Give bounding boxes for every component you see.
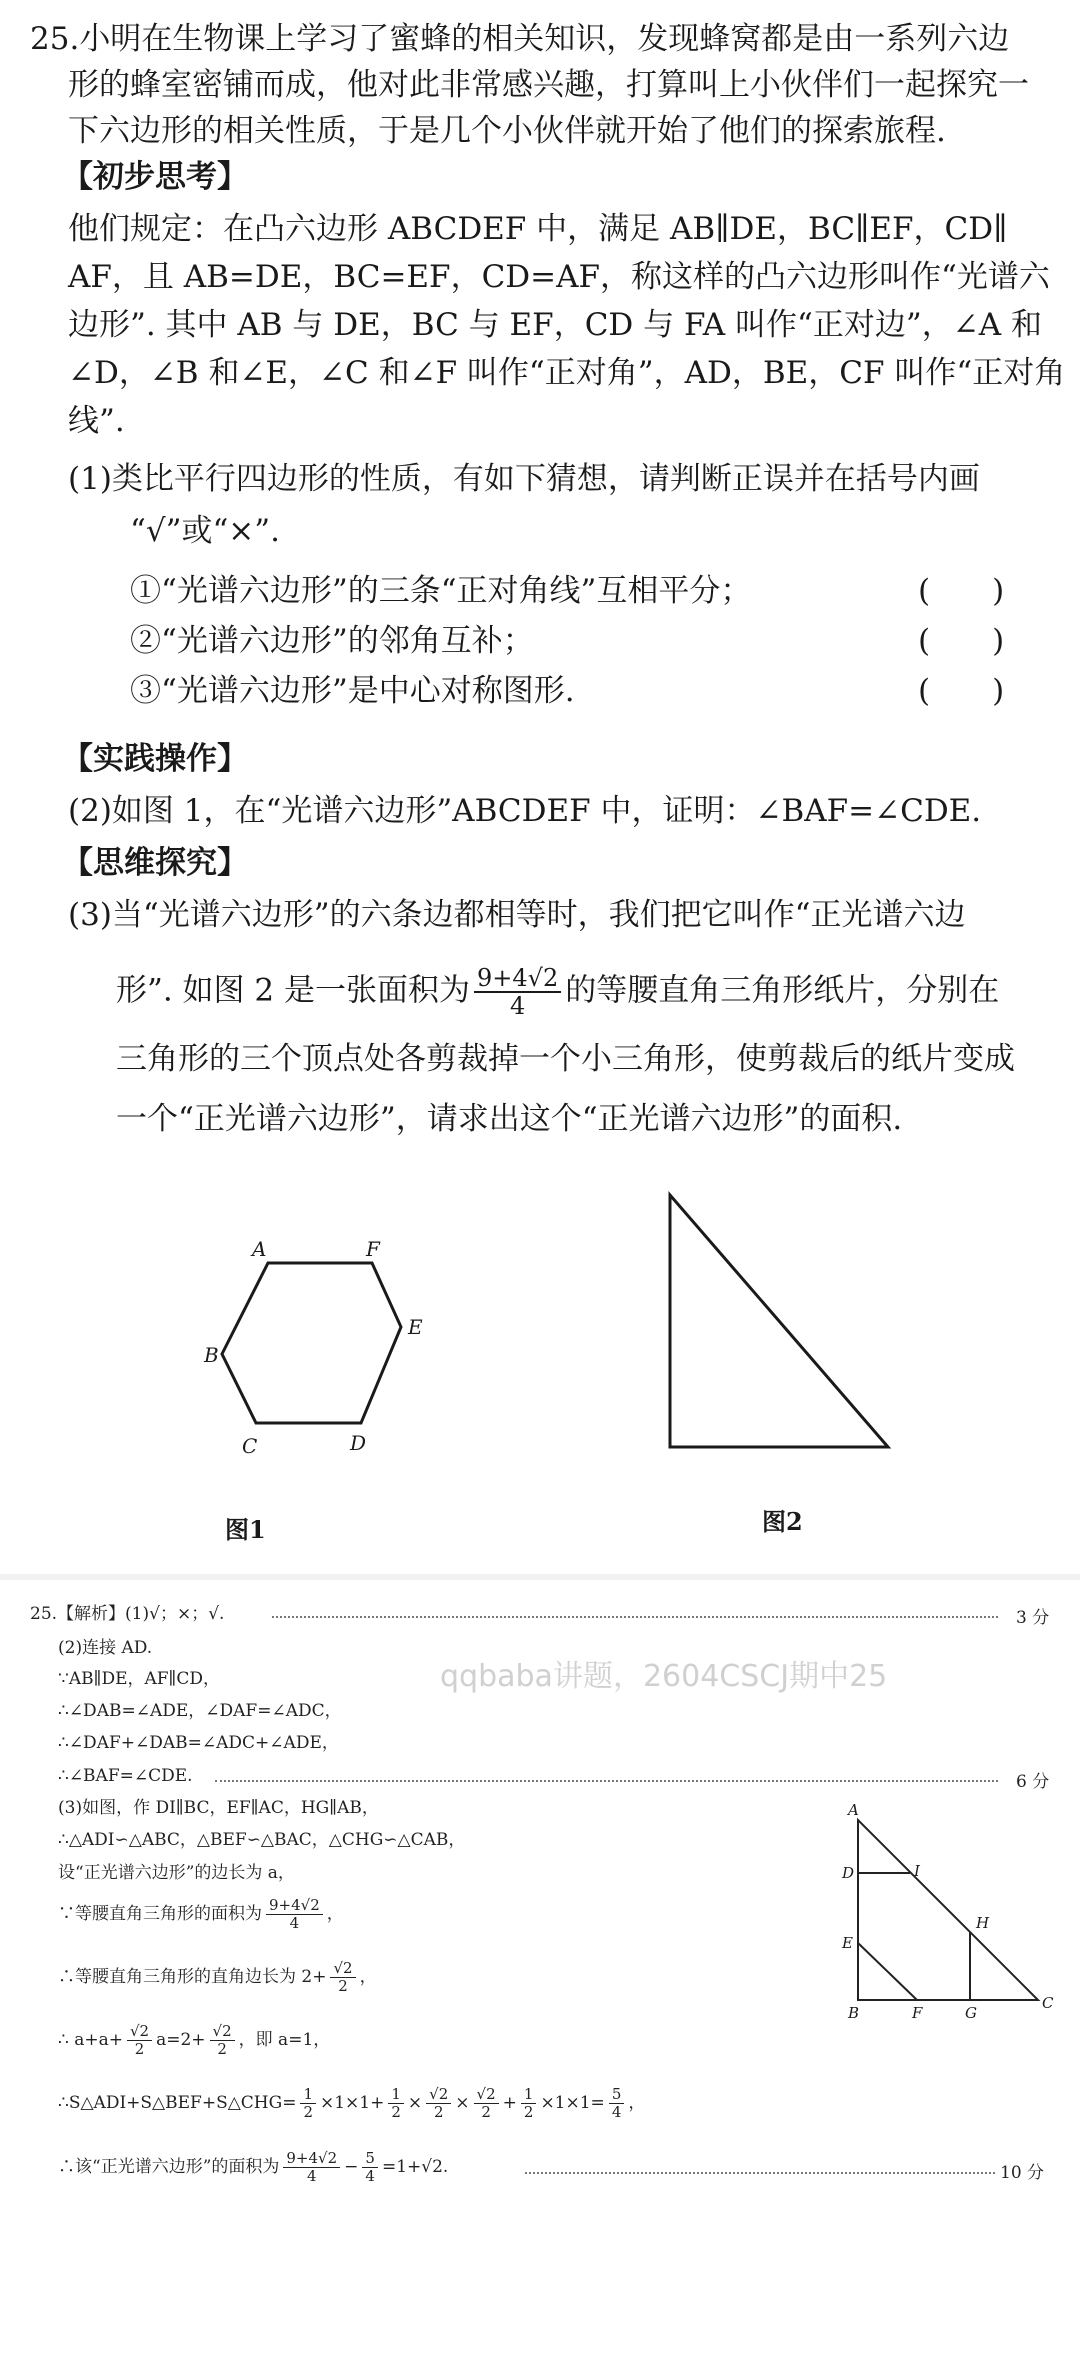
solution-2-line-3: ∴∠DAB=∠ADE，∠DAF=∠ADC， xyxy=(58,1701,342,1721)
dot-leader xyxy=(525,2172,995,2174)
score-6: 6 分 xyxy=(1016,1772,1050,1792)
sol-label-e: E xyxy=(842,1934,853,1952)
question-1-line-1: (1)类比平行四边形的性质，有如下猜想，请判断正误并在括号内画 xyxy=(68,461,980,497)
answer-parentheses-3: ( ) xyxy=(918,673,1005,709)
question-3-line-3: 三角形的三个顶点处各剪裁掉一个小三角形，使剪裁后的纸片变成 xyxy=(116,1041,1015,1077)
figure-1-caption: 图1 xyxy=(225,1515,266,1544)
question-1-item-2: ②“光谱六边形”的邻角互补； xyxy=(130,623,534,659)
area-fraction: $\frac{9+4√2}{4}$ xyxy=(474,965,561,1019)
sol-label-g: G xyxy=(965,2004,977,2022)
sol-label-b: B xyxy=(848,2004,860,2022)
answer-parentheses-2: ( ) xyxy=(918,623,1005,659)
vertex-label-c: C xyxy=(242,1434,258,1458)
definition-line-5: 线”. xyxy=(68,403,125,439)
definition-line-1: 他们规定：在凸六边形 ABCDEF 中，满足 AB∥DE，BC∥EF，CD∥ xyxy=(68,211,1008,247)
sol-label-i: I xyxy=(914,1862,920,1880)
vertex-label-e: E xyxy=(408,1315,423,1339)
vertex-label-b: B xyxy=(204,1343,219,1367)
solution-2-line-5: ∴∠BAF=∠CDE. xyxy=(58,1766,193,1786)
vertex-label-d: D xyxy=(350,1431,367,1455)
figure-1-hexagon xyxy=(150,1230,450,1470)
vertex-label-f: F xyxy=(366,1237,380,1261)
question-3-line-1: (3)当“光谱六边形”的六条边都相等时，我们把它叫作“正光谱六边 xyxy=(68,897,966,933)
problem-intro-3: 下六边形的相关性质，于是几个小伙伴就开始了他们的探索旅程. xyxy=(68,113,946,149)
solution-3-line-6: ∴ a+a+ $\frac{√2}{2}$ a=2+ $\frac{√2}{2}$ ，即 a=1， xyxy=(58,2022,331,2058)
solution-answer-1: 25.【解析】(1)√；×；√. xyxy=(30,1604,225,1624)
question-1-item-1: ①“光谱六边形”的三条“正对角线”互相平分； xyxy=(130,573,752,609)
question-1-line-2: “√”或“×”. xyxy=(130,513,280,549)
solution-3-line-8: ∴该“正光谱六边形”的面积为 $\frac{9+4√2}{4}$ − $\frac{5}{4}$ =1+√2. xyxy=(58,2149,449,2185)
solution-3-line-7: ∴S△ADI+S△BEF+S△CHG= $\frac{1}{2}$ ×1×1+ $\frac{1}{2}$ × $\frac{√2}{2}$ × $\frac{√2}{2}$ + $\frac{1}{2}$ ×1×1= $\frac{5}{4}$ ， xyxy=(58,2085,646,2121)
definition-line-2: AF，且 AB=DE，BC=EF，CD=AF，称这样的凸六边形叫作“光谱六 xyxy=(68,259,1050,295)
figure-2-triangle xyxy=(640,1185,900,1455)
section-divider xyxy=(0,1574,1080,1580)
problem-intro-1: 25.小明在生物课上学习了蜜蜂的相关知识，发现蜂窝都是由一系列六边 xyxy=(30,21,1010,57)
sol-label-h: H xyxy=(976,1914,990,1932)
solution-figure xyxy=(830,1800,1060,2030)
section-title-practice: 【实践操作】 xyxy=(62,741,248,777)
figure-2-caption: 图2 xyxy=(762,1507,803,1536)
score-3: 3 分 xyxy=(1016,1608,1050,1628)
definition-line-3: 边形”. 其中 AB 与 DE，BC 与 EF，CD 与 FA 叫作“正对边”，∠A 和 xyxy=(68,307,1042,343)
dot-leader xyxy=(272,1616,998,1618)
question-3-line-2: 形”. 如图 2 是一张面积为 $\frac{9+4√2}{4}$ 的等腰直角三角形纸片，分别在 xyxy=(116,964,1000,1020)
question-3-line-4: 一个“正光谱六边形”，请求出这个“正光谱六边形”的面积. xyxy=(116,1101,903,1137)
sol-label-a: A xyxy=(848,1801,859,1819)
solution-3-line-4: ∵等腰直角三角形的面积为 $\frac{9+4√2}{4}$ ， xyxy=(58,1896,344,1932)
section-title-thinking-inquiry: 【思维探究】 xyxy=(62,845,248,881)
solution-3-line-3: 设“正光谱六边形”的边长为 a， xyxy=(58,1863,295,1883)
solution-3-line-1: (3)如图，作 DI∥BC，EF∥AC，HG∥AB， xyxy=(58,1798,379,1818)
section-title-initial-thinking: 【初步思考】 xyxy=(62,159,248,195)
definition-line-4: ∠D，∠B 和∠E，∠C 和∠F 叫作“正对角”，AD，BE，CF 叫作“正对角 xyxy=(68,355,1066,391)
solution-3-line-2: ∴△ADI∽△ABC，△BEF∽△BAC，△CHG∽△CAB， xyxy=(58,1830,466,1850)
watermark: qqbaba讲题，2604CSCJ期中25 xyxy=(440,1659,888,1694)
sol-label-f: F xyxy=(912,2004,923,2022)
question-2: (2)如图 1，在“光谱六边形”ABCDEF 中，证明：∠BAF=∠CDE. xyxy=(68,793,982,829)
answer-parentheses-1: ( ) xyxy=(918,573,1005,609)
solution-3-line-5: ∴等腰直角三角形的直角边长为 2+ $\frac{√2}{2}$ ， xyxy=(58,1959,377,1995)
dot-leader xyxy=(215,1780,998,1782)
solution-2-line-2: ∵AB∥DE，AF∥CD， xyxy=(58,1669,221,1689)
vertex-label-a: A xyxy=(252,1237,267,1261)
problem-intro-2: 形的蜂室密铺而成，他对此非常感兴趣，打算叫上小伙伴们一起探究一 xyxy=(68,67,1029,103)
solution-2-line-4: ∴∠DAF+∠DAB=∠ADC+∠ADE， xyxy=(58,1733,339,1753)
score-10: 10 分 xyxy=(1000,2163,1045,2183)
solution-2-line-1: (2)连接 AD. xyxy=(58,1638,153,1658)
question-1-item-3: ③“光谱六边形”是中心对称图形. xyxy=(130,673,575,709)
sol-label-c: C xyxy=(1042,1994,1054,2012)
sol-label-d: D xyxy=(842,1864,855,1882)
